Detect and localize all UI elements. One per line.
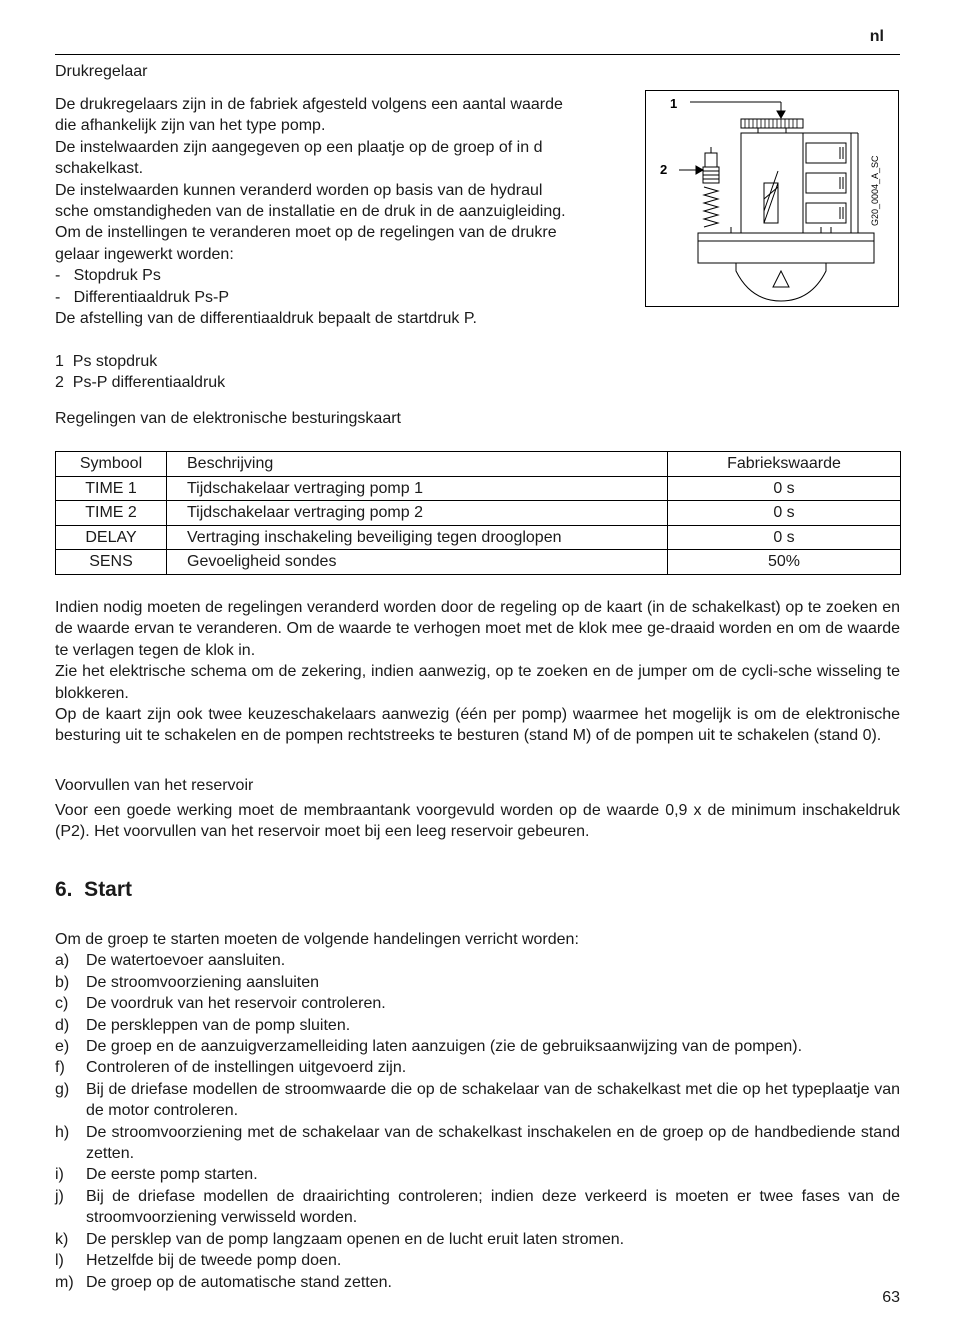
step-text: De groep op de automatische stand zetten. xyxy=(86,1273,392,1291)
list-item xyxy=(55,1229,900,1250)
step-text: De watertoevoer aansluiten. xyxy=(86,952,286,970)
table-header: Beschrijving xyxy=(167,452,668,477)
drukregelaar-title: Drukregelaar xyxy=(55,63,148,80)
text-line: - Differentiaaldruk Ps-P xyxy=(55,288,229,306)
step-label: g) xyxy=(55,1080,70,1098)
header-rule xyxy=(55,54,900,55)
paragraph: Zie het elektrische schema om de zekering, indien aanwezig, op te zoeken en de jumper om de cycli-sche wisseling te blokkeren. xyxy=(55,663,900,702)
table-cell: DELAY xyxy=(56,525,167,550)
table-cell: 50% xyxy=(668,550,901,575)
list-item xyxy=(55,1036,900,1057)
table-cell: Tijdschakelaar vertraging pomp 2 xyxy=(167,501,668,526)
step-label: h) xyxy=(55,1123,70,1141)
step-label: i) xyxy=(55,1166,64,1184)
voorvullen-text: Voor een goede werking moet de membraantank voorgevuld worden op de waarde 0,9 x de minimum inschakeldruk (P2). Het voorvullen van het reservoir moet bij een leeg reservoir gebeuren. xyxy=(55,802,900,841)
figure-code: G20_0004_A_SC xyxy=(870,155,880,226)
table-row xyxy=(56,501,901,526)
step-label: l) xyxy=(55,1252,64,1270)
step-text: Bij de driefase modellen de draairichting controleren; indien deze verkeerd is moeten er twee fases van de stroomvoorziening verwisseld worden. xyxy=(86,1187,900,1227)
step-label: d) xyxy=(55,1016,70,1034)
table-cell: Tijdschakelaar vertraging pomp 1 xyxy=(167,476,668,501)
figure-label-2: 2 xyxy=(660,162,668,177)
text-line: gelaar ingewerkt worden: xyxy=(55,245,234,263)
paragraph: Indien nodig moeten de regelingen veranderd worden door de regeling op de kaart (in de schakelkast) op te zoeken en de waarde ervan te veranderen. Om de waarde te verhogen moet met de klok mee ge-draaid worden en om de waarde te verlagen tegen de klok in. xyxy=(55,599,900,659)
text-line: die afhankelijk zijn van het type pomp. xyxy=(55,117,326,135)
legend-item: 2 Ps-P differentiaaldruk xyxy=(55,374,226,392)
list-item xyxy=(55,1250,900,1271)
table-cell: 0 s xyxy=(668,476,901,501)
language-code: nl xyxy=(869,28,884,45)
list-item xyxy=(55,1272,900,1293)
start-intro: Om de groep te starten moeten de volgende handelingen verricht worden: xyxy=(55,931,579,948)
step-text: De voordruk van het reservoir controleren. xyxy=(86,995,386,1013)
legend-item: 1 Ps stopdruk xyxy=(55,352,158,370)
list-item xyxy=(55,950,900,971)
step-text: Bij de driefase modellen de stroomwaarde die op de schakelaar van de schakelkast met die op het typeplaatje van de motor controleren. xyxy=(86,1080,900,1120)
table-cell: Gevoeligheid sondes xyxy=(167,550,668,575)
start-heading: 6. Start xyxy=(55,878,133,901)
text-line: Om de instellingen te veranderen moet op de regelingen van de drukre xyxy=(55,224,557,242)
step-text: De perskleppen van de pomp sluiten. xyxy=(86,1016,351,1034)
step-label: e) xyxy=(55,1038,70,1056)
step-text: De persklep van de pomp langzaam openen en de lucht eruit laten stromen. xyxy=(86,1230,625,1248)
text-line: - Stopdruk Ps xyxy=(55,267,161,285)
text-line: De instelwaarden kunnen veranderd worden op basis van de hydraul xyxy=(55,181,543,199)
paragraph: Op de kaart zijn ook twee keuzeschakelaars aanwezig (één per pomp) waarmee het mogelijk is om de elektronische besturing uit te schakelen en de pompen rechtstreeks te besturen (stand M) of de pompen uit te schakelen (stand 0). xyxy=(55,706,900,745)
table-cell: 0 s xyxy=(668,501,901,526)
table-header: Symbool xyxy=(56,452,167,477)
table-cell: 0 s xyxy=(668,525,901,550)
figure-label-1: 1 xyxy=(670,96,678,111)
text-line: schakelkast. xyxy=(55,160,144,178)
page-number: 63 xyxy=(882,1289,900,1306)
step-text: De stroomvoorziening aansluiten xyxy=(86,973,320,991)
start-steps xyxy=(55,929,900,1293)
settings-table xyxy=(55,451,901,575)
step-text: De eerste pomp starten. xyxy=(86,1166,258,1184)
list-item xyxy=(55,972,900,993)
table-cell: Vertraging inschakeling beveiliging tegen drooglopen xyxy=(167,525,668,550)
step-text: De stroomvoorziening met de schakelaar van de schakelkast inschakelen en de groep op de handbediende stand zetten. xyxy=(86,1123,900,1163)
regelingen-title: Regelingen van de elektronische besturingskaart xyxy=(55,410,401,427)
step-text: Controleren of de instellingen uitgevoerd zijn. xyxy=(86,1059,407,1077)
list-item xyxy=(55,1079,900,1122)
table-header-row xyxy=(56,452,901,477)
table-cell: TIME 2 xyxy=(56,501,167,526)
drukregelaar-text xyxy=(55,94,635,394)
list-item xyxy=(55,1122,900,1165)
text-line: De afstelling van de differentiaaldruk bepaalt de startdruk P. xyxy=(55,310,477,328)
list-item xyxy=(55,1015,900,1036)
voorvullen-title: Voorvullen van het reservoir xyxy=(55,777,254,794)
step-label: j) xyxy=(55,1187,64,1205)
table-cell: SENS xyxy=(56,550,167,575)
text-line: De drukregelaars zijn in de fabriek afgesteld volgens een aantal waarde xyxy=(55,96,563,113)
step-label: b) xyxy=(55,973,70,991)
table-row xyxy=(56,525,901,550)
list-item xyxy=(55,1057,900,1078)
step-label: c) xyxy=(55,995,69,1013)
step-text: Hetzelfde bij de tweede pomp doen. xyxy=(86,1252,342,1270)
step-label: a) xyxy=(55,952,70,970)
table-row xyxy=(56,476,901,501)
step-label: k) xyxy=(55,1230,69,1248)
text-line: sche omstandigheden van de installatie en de druk in de aanzuigleiding. xyxy=(55,203,566,221)
table-cell: TIME 1 xyxy=(56,476,167,501)
step-label: m) xyxy=(55,1273,74,1291)
table-header: Fabriekswaarde xyxy=(668,452,901,477)
regelingen-text xyxy=(55,597,900,747)
list-item xyxy=(55,1164,900,1185)
table-row xyxy=(56,550,901,575)
list-item xyxy=(55,993,900,1014)
list-item xyxy=(55,1186,900,1229)
step-text: De groep en de aanzuigverzamelleiding laten aanzuigen (zie de gebruiksaanwijzing van de pompen). xyxy=(86,1038,803,1056)
pressure-switch-figure xyxy=(645,90,899,307)
step-label: f) xyxy=(55,1059,65,1077)
text-line: De instelwaarden zijn aangegeven op een plaatje op de groep of in d xyxy=(55,138,543,156)
